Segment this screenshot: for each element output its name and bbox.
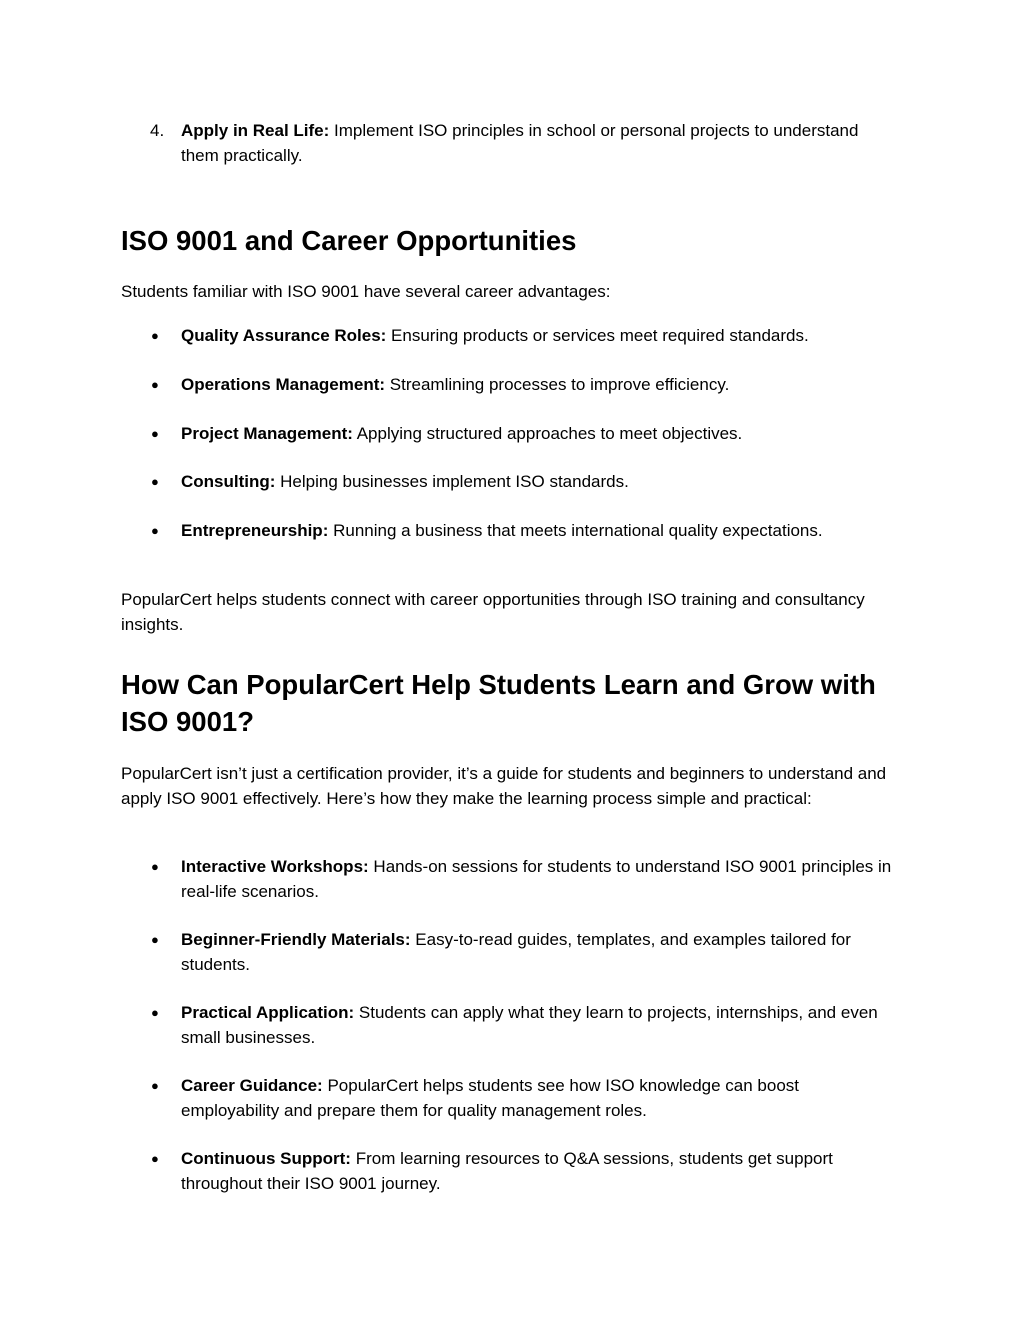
section-outro: PopularCert helps students connect with career opportunities through ISO training and consultancy insights. <box>121 590 865 634</box>
bullet-text <box>181 422 896 447</box>
bullet-body: Ensuring products or services meet required standards. <box>386 326 809 345</box>
section-intro: PopularCert isn’t just a certification provider, it’s a guide for students and beginners to understand and apply ISO 9001 effectively. Here’s how they make the learning process simple and practical: <box>121 764 887 808</box>
bullet-icon: ● <box>151 523 159 538</box>
bullet-label: Career Guidance: <box>181 1076 323 1095</box>
bullet-icon: ● <box>151 1005 159 1020</box>
bullet-text <box>181 928 896 977</box>
list-number: 4. <box>150 121 165 140</box>
bullet-label: Quality Assurance Roles: <box>181 326 387 345</box>
bullet-label: Consulting: <box>181 472 276 491</box>
bullet-text <box>181 855 896 904</box>
bullet-label: Practical Application: <box>181 1003 355 1022</box>
bullet-text <box>181 1001 896 1050</box>
bullet-body: PopularCert helps students see how ISO knowledge can boost employability and prepare them for quality management roles. <box>181 1076 800 1120</box>
bullet-icon: ● <box>151 932 159 947</box>
list-item-label: Apply in Real Life: <box>181 121 330 140</box>
bullet-label: Interactive Workshops: <box>181 857 369 876</box>
bullet-body: Easy-to-read guides, templates, and examples tailored for students. <box>181 930 851 974</box>
bullet-icon: ● <box>151 1151 159 1166</box>
list-item-body: Implement ISO principles in school or personal projects to understand them practically. <box>181 121 859 165</box>
bullet-body: Hands-on sessions for students to understand ISO 9001 principles in real-life scenarios. <box>181 857 892 901</box>
bullet-label: Entrepreneurship: <box>181 521 329 540</box>
bullet-text <box>181 1074 896 1123</box>
bullet-body: Helping businesses implement ISO standards. <box>275 472 629 491</box>
bullet-body: Running a business that meets international quality expectations. <box>328 521 823 540</box>
bullet-icon: ● <box>151 474 159 489</box>
bullet-label: Operations Management: <box>181 375 386 394</box>
bullet-text <box>181 324 896 349</box>
bullet-label: Beginner-Friendly Materials: <box>181 930 411 949</box>
bullet-text <box>181 373 896 398</box>
bullet-icon: ● <box>151 377 159 392</box>
bullet-body: From learning resources to Q&A sessions, students get support throughout their ISO 9001 journey. <box>181 1149 833 1193</box>
bullet-body: Applying structured approaches to meet objectives. <box>352 424 743 443</box>
bullet-text <box>181 470 896 495</box>
bullet-icon: ● <box>151 1078 159 1093</box>
bullet-icon: ● <box>151 859 159 874</box>
bullet-body: Streamlining processes to improve efficiency. <box>385 375 730 394</box>
list-item-text <box>181 119 871 168</box>
bullet-label: Continuous Support: <box>181 1149 351 1168</box>
section-heading-popularcert: How Can PopularCert Help Students Learn and Grow with ISO 9001? <box>121 669 876 737</box>
section-heading-career: ISO 9001 and Career Opportunities <box>121 225 577 256</box>
bullet-icon: ● <box>151 328 159 343</box>
bullet-label: Project Management: <box>181 424 353 443</box>
bullet-text <box>181 519 896 544</box>
bullet-icon: ● <box>151 426 159 441</box>
bullet-body: Students can apply what they learn to projects, internships, and even small businesses. <box>181 1003 878 1047</box>
bullet-text <box>181 1147 896 1196</box>
section-intro: Students familiar with ISO 9001 have several career advantages: <box>121 282 611 301</box>
